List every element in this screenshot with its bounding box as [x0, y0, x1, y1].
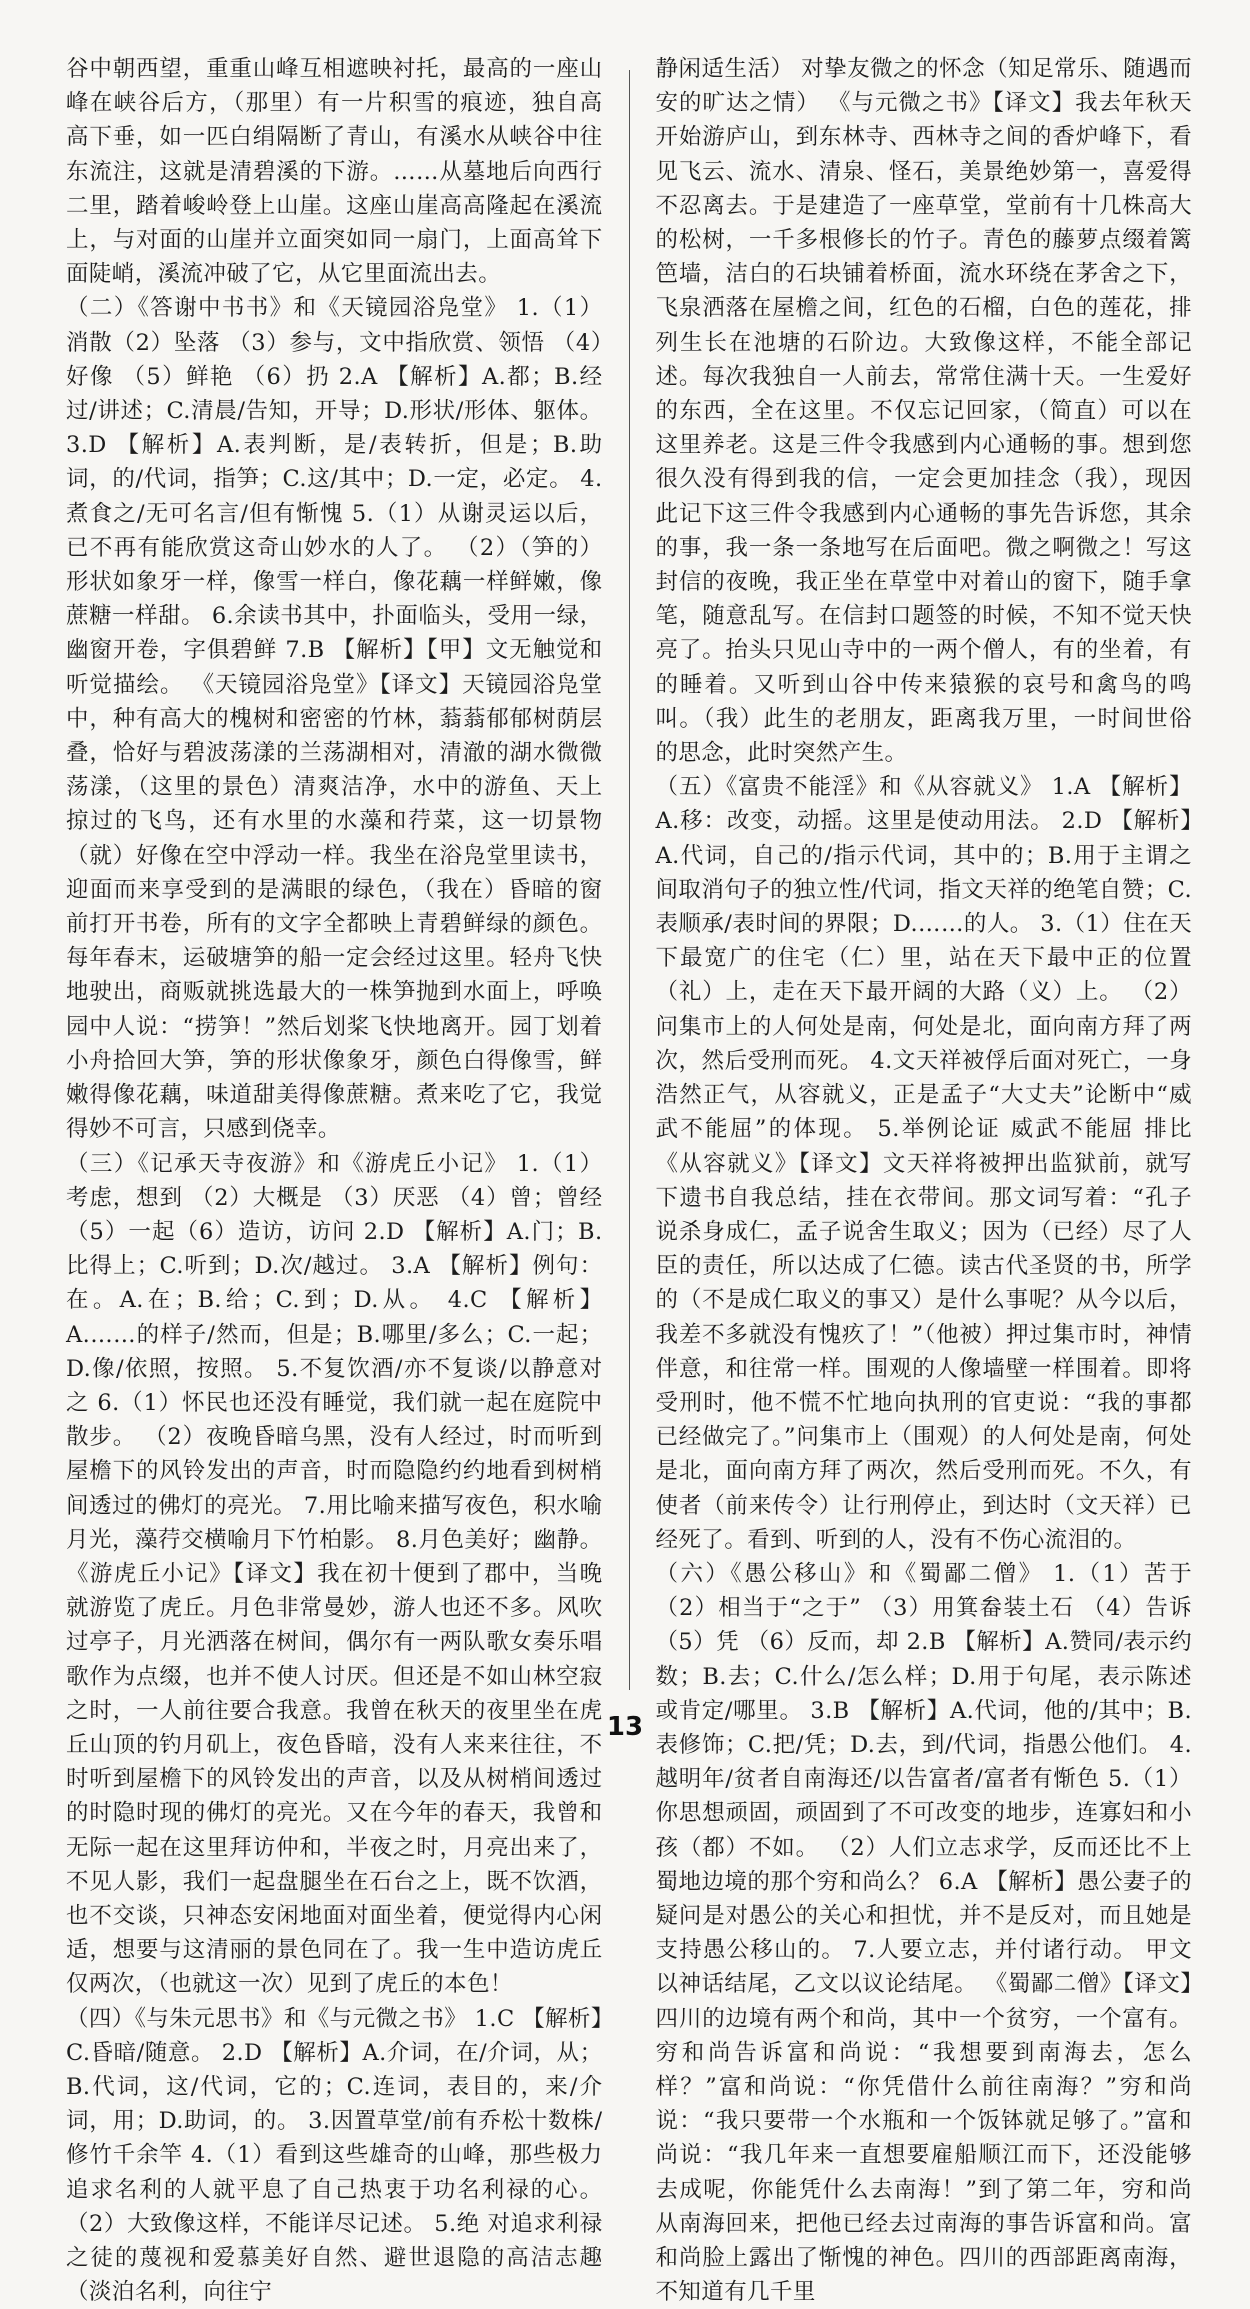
column-divider: [629, 70, 630, 1690]
translation-paragraph: 谷中朝西望，重重山峰互相遮映衬托，最高的一座山峰在峡谷后方，（那里）有一片积雪的痕迹，独自高高下垂，如一匹白绢隔断了青山，有溪水从峡谷中往东流注，这就是清碧溪的下游。……从墓地后向西行二里，踏着峻岭登上山崖。这座山崖高高隆起在溪流上，与对面的山崖并立面突如同一扇门，上面高耸下面陡峭，溪流冲破了它，从它里面流出去。: [66, 56, 603, 288]
section-answers-4: （四）《与朱元思书》和《与元微之书》 1.C 【解析】C.昏暗/随意。 2.D 【解析】A.介词，在/介词，从；B.代词，这/代词，它的；C.连词，表目的，来/介词，用；D.助词，的。 3.因置草堂/前有乔松十数株/修竹千余竿 4.（1）看到这些雄奇的山峰，那些极力追求名利的人就平息了自己热衷于功名利禄的心。 （2）大致像这样，不能详尽记述。 5.绝 对追求利禄之徒的蔑视和爱慕美好自然、避世退隐的高洁志趣（淡泊名利，向往宁: [66, 2005, 603, 2306]
right-column: [655, 52, 1193, 2306]
left-column: [66, 52, 603, 2306]
section-answers-3: （三）《记承天寺夜游》和《游虎丘小记》 1.（1）考虑，想到 （2）大概是 （3）厌恶 （4）曾；曾经 （5）一起（6）造访，访问 2.D 【解析】A.门；B.比得上；C.听到；D.次/越过。 3.A 【解析】例句：在。A.在；B.给；C.到；D.从。 4.C 【解析】A.……的样子/然而，但是；B.哪里/多么；C.一起；D.像/依照，按照。 5.不复饮酒/亦不复谈/以静意对之 6.（1）怀民也还没有睡觉，我们就一起在庭院中散步。 （2）夜晚昏暗乌黑，没有人经过，时而听到屋檐下的风铃发出的声音，时而隐隐约约地看到树梢间透过的佛灯的亮光。 7.用比喻来描写夜色，积水喻月光，藻荇交横喻月下竹柏影。 8.月色美好；幽静。 《游虎丘小记》【译文】我在初十便到了郡中，当晚就游览了虎丘。月色非常曼妙，游人也还不多。风吹过亭子，月光洒落在树间，偶尔有一两队歌女奏乐唱歌作为点缀，也并不使人讨厌。但还是不如山林空寂之时，一人前往要合我意。我曾在秋天的夜里坐在虎丘山顶的钓月矶上，夜色昏暗，没有人来来往往，不时听到屋檐下的风铃发出的声音，以及从树梢间透过的时隐时现的佛灯的亮光。又在今年的春天，我曾和无际一起在这里拜访仲和，半夜之时，月亮出来了，不见人影，我们一起盘腿坐在石台之上，既不饮酒，也不交谈，只神态安闲地面对面坐着，便觉得内心闲适，想要与这清丽的景色同在了。我一生中造访虎丘仅两次，（也就这一次）见到了虎丘的本色！: [66, 1150, 603, 1998]
page-number: 13: [606, 1712, 644, 1742]
section-answers-2: （二）《答谢中书书》和《天镜园浴凫堂》 1.（1）消散（2）坠落 （3）参与，文中指欣赏、领悟 （4）好像 （5）鲜艳 （6）扔 2.A 【解析】A.都；B.经过/讲述；C.清晨/告知，开导；D.形状/形体、躯体。 3.D 【解析】A.表判断，是/表转折，但是；B.助词，的/代词，指笋；C.这/其中；D.一定，必定。 4.煮食之/无可名言/但有惭愧 5.（1）从谢灵运以后，已不再有能欣赏这奇山妙水的人了。 （2）（笋的）形状如象牙一样，像雪一样白，像花藕一样鲜嫩，像蔗糖一样甜。 6.余读书其中，扑面临头，受用一绿，幽窗开卷，字俱碧鲜 7.B 【解析】【甲】文无触觉和听觉描绘。 《天镜园浴凫堂》【译文】天镜园浴凫堂中，种有高大的槐树和密密的竹林，蓊蓊郁郁树荫层叠，恰好与碧波荡漾的兰荡湖相对，清澈的湖水微微荡漾，（这里的景色）清爽洁净，水中的游鱼、天上掠过的飞鸟，还有水里的水藻和荇菜，这一切景物（就）好像在空中浮动一样。我坐在浴凫堂里读书，迎面而来享受到的是满眼的绿色，（我在）昏暗的窗前打开书卷，所有的文字全都映上青碧鲜绿的颜色。每年春末，运破塘笋的船一定会经过这里。轻舟飞快地驶出，商贩就挑选最大的一株笋抛到水面上，呼唤园中人说：“捞笋！”然后划桨飞快地离开。园丁划着小舟拾回大笋，笋的形状像象牙，颜色白得像雪，鲜嫩得像花藕，味道甜美得像蔗糖。煮来吃了它，我觉得妙不可言，只感到侥幸。: [66, 295, 603, 1143]
translation-continued: 静闲适生活） 对挚友微之的怀念（知足常乐、随遇而安的旷达之情） 《与元微之书》【译文】我去年秋天开始游庐山，到东林寺、西林寺之间的香炉峰下，看见飞云、流水、清泉、怪石，美景绝妙第一，喜爱得不忍离去。于是建造了一座草堂，堂前有十几株高大的松树，一千多根修长的竹子。青色的藤萝点缀着篱笆墙，洁白的石块铺着桥面，流水环绕在茅舍之下，飞泉洒落在屋檐之间，红色的石榴，白色的莲花，排列生长在池塘的石阶边。大致像这样，不能全部记述。每次我独自一人前去，常常住满十天。一生爱好的东西，全在这里。不仅忘记回家，（简直）可以在这里养老。这是三件令我感到内心通畅的事。想到您很久没有得到我的信，一定会更加挂念（我），现因此记下这三件令我感到内心通畅的事先告诉您，其余的事，我一条一条地写在后面吧。微之啊微之！写这封信的夜晚，我正坐在草堂中对着山的窗下，随手拿笔，随意乱写。在信封口题签的时候，不知不觉天快亮了。抬头只见山寺中的一两个僧人，有的坐着，有的睡着。又听到山谷中传来猿猴的哀号和禽鸟的鸣叫。（我）此生的老朋友，距离我万里，一时间世俗的思念，此时突然产生。: [655, 56, 1192, 767]
section-answers-5: （五）《富贵不能淫》和《从容就义》 1.A 【解析】A.移：改变，动摇。这里是使动用法。 2.D 【解析】A.代词，自己的/指示代词，其中的；B.用于主谓之间取消句子的独立性/代词，指文天祥的绝笔自赞；C.表顺承/表时间的界限；D.……的人。 3.（1）住在天下最宽广的住宅（仁）里，站在天下最中正的位置（礼）上，走在天下最开阔的大路（义）上。 （2）问集市上的人何处是南，何处是北，面向南方拜了两次，然后受刑而死。 4.文天祥被俘后面对死亡，一身浩然正气，从容就义，正是孟子“大丈夫”论断中“威武不能屈”的体现。 5.举例论证 威武不能屈 排比 《从容就义》【译文】文天祥将被押出监狱前，就写下遗书自我总结，挂在衣带间。那文词写着：“孔子说杀身成仁，孟子说舍生取义；因为（已经）尽了人臣的责任，所以达成了仁德。读古代圣贤的书，所学的（不是成仁取义的事又）是什么事呢？从今以后，我差不多就没有愧疚了！”（他被）押过集市时，神情伴意，和往常一样。围观的人像墙壁一样围着。即将受刑时，他不慌不忙地向执刑的官吏说：“我的事都已经做完了。”问集市上（围观）的人何处是南，何处是北，面向南方拜了两次，然后受刑而死。不久，有使者（前来传令）让行刑停止，到达时（文天祥）已经死了。看到、听到的人，没有不伤心流泪的。: [655, 774, 1192, 1553]
section-answers-6: （六）《愚公移山》和《蜀鄙二僧》 1.（1）苦于 （2）相当于“之于” （3）用箕畚装土石 （4）告诉 （5）凭 （6）反而，却 2.B 【解析】A.赞同/表示约数；B.去；C.什么/怎么样；D.用于句尾，表示陈述或肯定/哪里。 3.B 【解析】A.代词，他的/其中；B.表修饰；C.把/凭；D.去，到/代词，指愚公他们。 4.越明年/贫者自南海还/以告富者/富者有惭色 5.（1）你思想顽固，顽固到了不可改变的地步，连寡妇和小孩（都）不如。 （2）人们立志求学，反而还比不上蜀地边境的那个穷和尚么？ 6.A 【解析】愚公妻子的疑问是对愚公的关心和担忧，并不是反对，而且她是支持愚公移山的。 7.人要立志，并付诸行动。 甲文以神话结尾，乙文以议论结尾。 《蜀鄙二僧》【译文】四川的边境有两个和尚，其中一个贫穷，一个富有。穷和尚告诉富和尚说：“我想要到南海去，怎么样？”富和尚说：“你凭借什么前往南海？”穷和尚说：“我只要带一个水瓶和一个饭钵就足够了。”富和尚说：“我几年来一直想要雇船顺江而下，还没能够去成呢，你能凭什么去南海！”到了第二年，穷和尚从南海回来，把他已经去过南海的事告诉富和尚。富和尚脸上露出了惭愧的神色。四川的西部距离南海，不知道有几千里: [655, 1560, 1192, 2306]
